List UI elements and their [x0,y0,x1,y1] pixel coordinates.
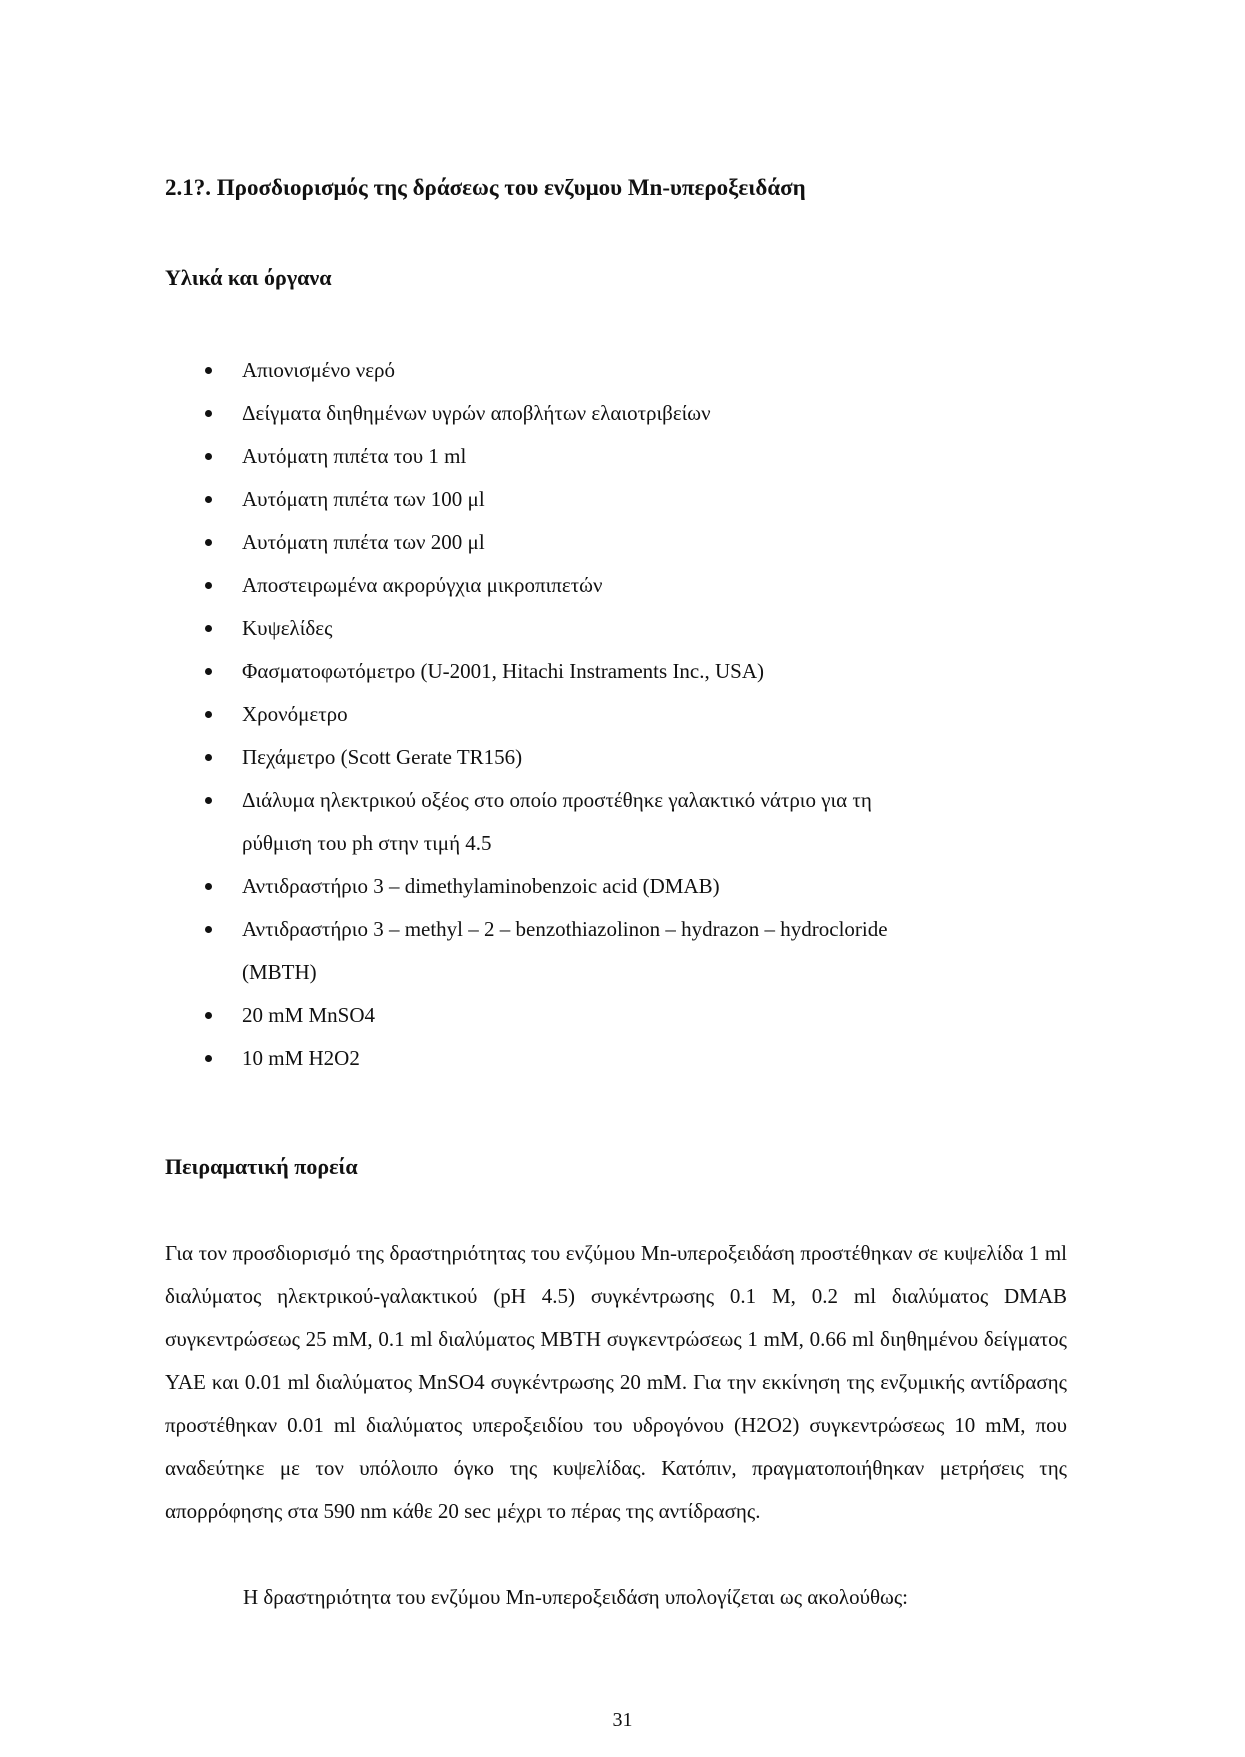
bullet-icon [205,883,212,890]
bullet-icon [205,668,212,675]
bullet-icon [205,496,212,503]
list-item: Αποστειρωμένα ακρορύγχια μικροπιπετών [205,564,1005,607]
bullet-icon [205,1012,212,1019]
bullet-icon [205,711,212,718]
list-item: Αντιδραστήριο 3 – dimethylaminobenzoic acid (DMAB) [205,865,1005,908]
list-item: Φασματοφωτόμετρο (U-2001, Hitachi Instraments Inc., USA) [205,650,1005,693]
list-item: Αντιδραστήριο 3 – methyl – 2 – benzothiazolinon – hydrazon – hydrocloride (MBTH) [205,908,1005,994]
bullet-icon [205,797,212,804]
bullet-icon [205,539,212,546]
list-item: 20 mM MnSO4 [205,994,1005,1037]
bullet-icon [205,1055,212,1062]
bullet-icon [205,625,212,632]
list-item: Αυτόματη πιπέτα των 100 μl [205,478,1005,521]
list-item: Απιονισμένο νερό [205,349,1005,392]
section-heading: 2.1?. Προσδιορισμός της δράσεως του ενζυμου Mn-υπεροξειδάση [165,175,806,200]
procedure-heading: Πειραματική πορεία [165,1154,358,1179]
procedure-paragraph-formula-intro: Η δραστηριότητα του ενζύμου Mn-υπεροξειδάση υπολογίζεται ως ακολούθως: [243,1585,909,1609]
list-item: Κυψελίδες [205,607,1005,650]
materials-heading: Υλικά και όργανα [165,265,332,290]
list-item: Πεχάμετρο (Scott Gerate TR156) [205,736,1005,779]
materials-list [205,349,1005,1080]
page-number: 31 [612,1709,633,1731]
bullet-icon [205,453,212,460]
list-item: Χρονόμετρο [205,693,1005,736]
list-item: 10 mM H2O2 [205,1037,1005,1080]
list-item: Αυτόματη πιπέτα του 1 ml [205,435,1005,478]
list-item: Διάλυμα ηλεκτρικού οξέος στο οποίο προστέθηκε γαλακτικό νάτριο για τη ρύθμιση του ph στην τιμή 4.5 [205,779,1005,865]
bullet-icon [205,410,212,417]
bullet-icon [205,754,212,761]
bullet-icon [205,367,212,374]
bullet-icon [205,926,212,933]
list-item: Δείγματα διηθημένων υγρών αποβλήτων ελαιοτριβείων [205,392,1005,435]
list-item: Αυτόματη πιπέτα των 200 μl [205,521,1005,564]
procedure-paragraph: Για τον προσδιορισμό της δραστηριότητας του ενζύμου Mn-υπεροξειδάση προστέθηκαν σε κυψελίδα 1 ml διαλύματος ηλεκτρικού-γαλακτικού (pH 4.5) συγκέντρωσης 0.1 M, 0.2 ml διαλύματος DMAB συγκεντρώσεως 25 mM, 0.1 ml διαλύματος MBTH συγκεντρώσεως 1 mM, 0.66 ml διηθημένου δείγματος YAE και 0.01 ml διαλύματος MnSO4 συγκέντρωσης 20 mM. Για την εκκίνηση της ενζυμικής αντίδρασης προστέθηκαν 0.01 ml διαλύματος υπεροξειδίου του υδρογόνου (H2O2) συγκεντρώσεως 10 mM, που αναδεύτηκε με τον υπόλοιπο όγκο της κυψελίδας. Κατόπιν, πραγματοποιήθηκαν μετρήσεις της απορρόφησης στα 590 nm κάθε 20 sec μέχρι το πέρας της αντίδρασης. [165,1241,1067,1523]
bullet-icon [205,582,212,589]
